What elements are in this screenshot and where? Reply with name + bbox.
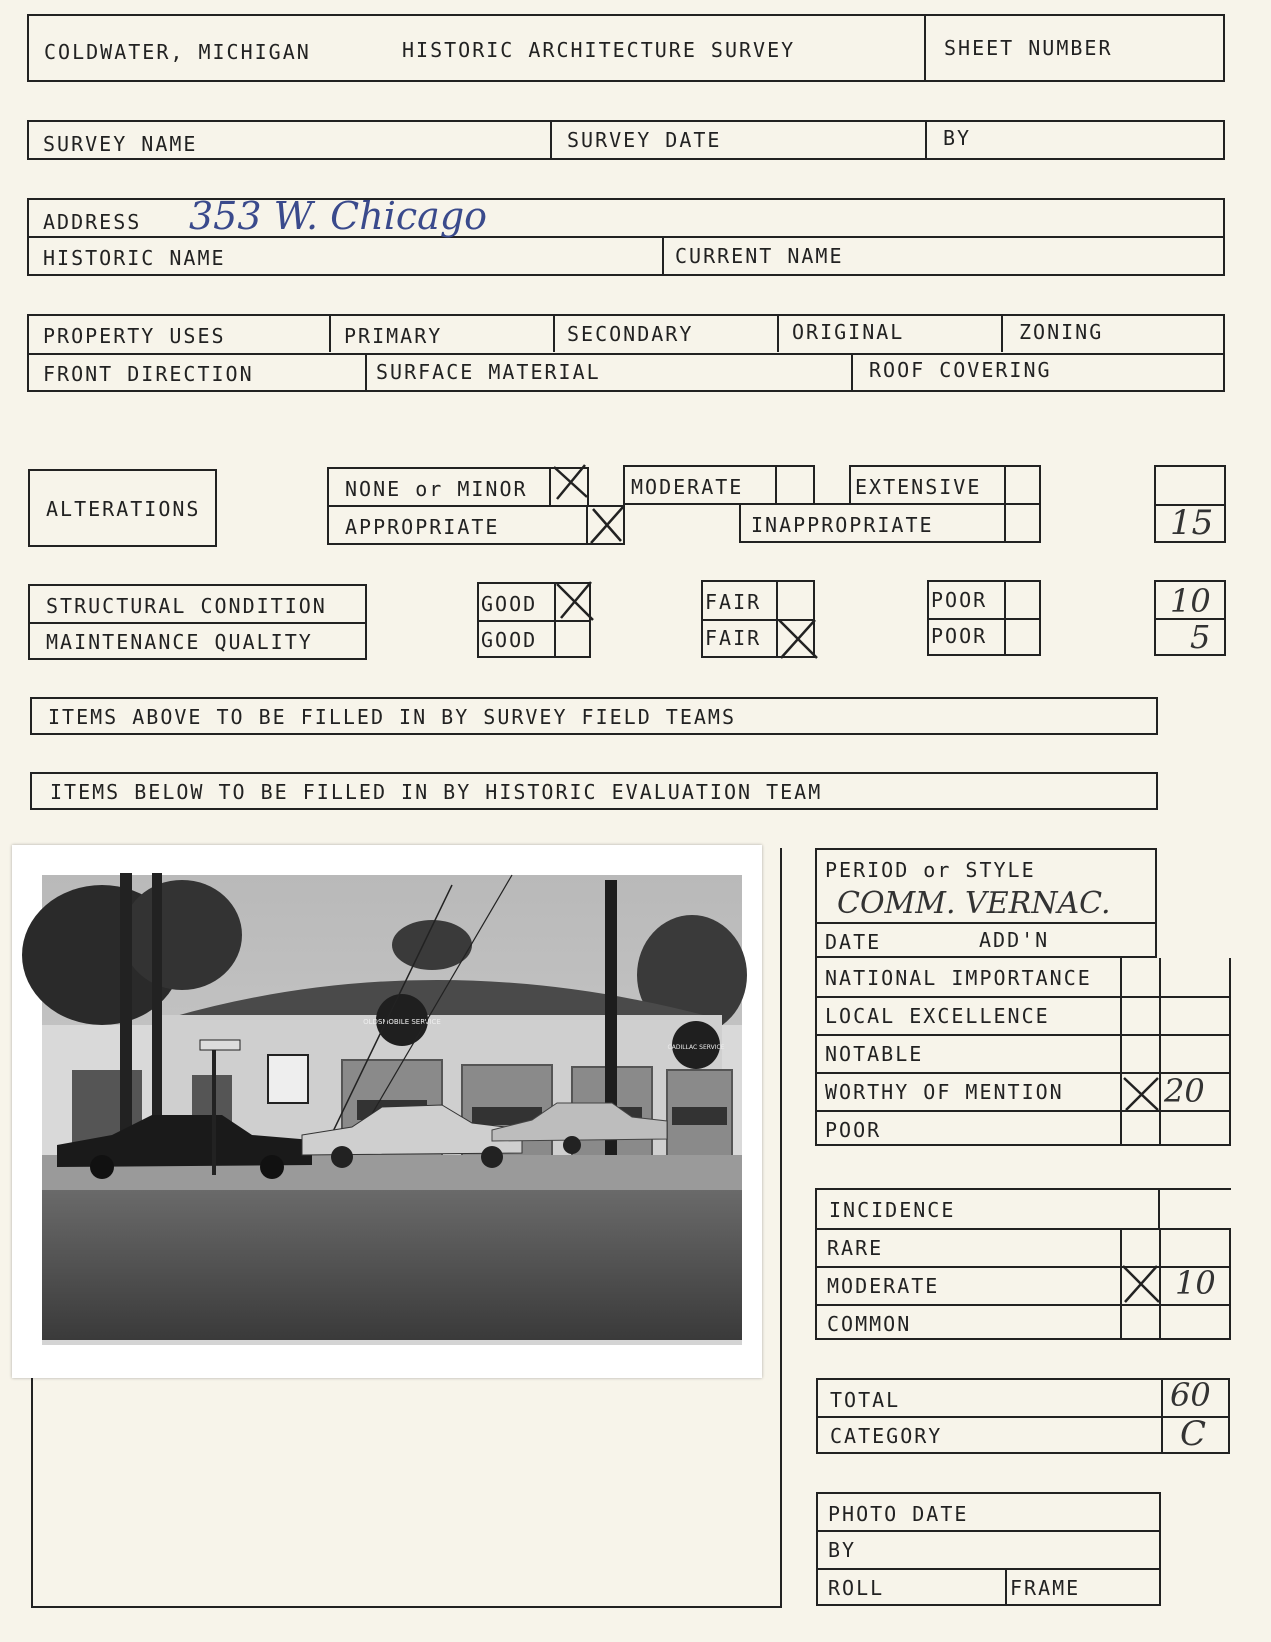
alt-moderate-box [623, 465, 815, 505]
condition-label-box [28, 584, 367, 660]
poor-label-structural: POOR [931, 588, 988, 612]
poor-label-maintenance: POOR [931, 624, 988, 648]
surface-material-label: SURFACE MATERIAL [376, 360, 601, 384]
primary-label: PRIMARY [344, 324, 443, 348]
totals-box [816, 1378, 1230, 1454]
header-box [27, 14, 1225, 82]
zoning-label: ZONING [1019, 320, 1104, 344]
total-label: TOTAL [830, 1388, 901, 1412]
fair-box [701, 580, 815, 658]
good-label-structural: GOOD [481, 592, 538, 616]
checkbox-x-icon[interactable] [1122, 1074, 1162, 1114]
oldsmobile-sign-text: OLDSMOBILE SERVICE [363, 1018, 441, 1026]
structural-score: 10 [1170, 582, 1211, 620]
property-block [27, 314, 1225, 392]
checkbox-x-icon[interactable] [775, 616, 821, 662]
period-style-value: COMM. VERNAC. [837, 886, 1111, 921]
historic-name-label: HISTORIC NAME [43, 246, 226, 270]
checkbox-x-icon[interactable] [587, 505, 627, 545]
original-label: ORIGINAL [792, 320, 905, 344]
checkbox-x-icon[interactable] [553, 580, 597, 624]
alt-extensive-label: EXTENSIVE [855, 475, 982, 499]
note-below: ITEMS BELOW TO BE FILLED IN BY HISTORIC EVALUATION TEAM [50, 780, 823, 804]
poor-importance-label: POOR [825, 1118, 882, 1142]
roll-label: ROLL [828, 1576, 885, 1600]
incidence-label: INCIDENCE [829, 1198, 956, 1222]
address-value: 353 W. Chicago [189, 194, 488, 238]
date-label: DATE [825, 930, 882, 954]
frame-label: FRAME [1010, 1576, 1081, 1600]
fair-label-maintenance: FAIR [705, 626, 762, 650]
worthy-score: 20 [1164, 1072, 1205, 1110]
address-label: ADDRESS [43, 210, 142, 234]
period-style-label: PERIOD or STYLE [825, 858, 1036, 882]
good-box [477, 582, 591, 658]
category-value: C [1180, 1414, 1207, 1454]
secondary-label: SECONDARY [567, 322, 694, 346]
survey-by-label: BY [943, 126, 972, 150]
alt-none-minor-label: NONE or MINOR [345, 477, 528, 501]
alterations-score: 15 [1170, 503, 1214, 543]
survey-date-label: SURVEY DATE [567, 128, 722, 152]
common-label: COMMON [827, 1312, 912, 1336]
note-above: ITEMS ABOVE TO BE FILLED IN BY SURVEY FIELD TEAMS [48, 705, 737, 729]
note-above-box [30, 697, 1158, 735]
incidence-box [815, 1188, 1231, 1340]
local-excellence-label: LOCAL EXCELLENCE [825, 1004, 1050, 1028]
alterations-score-box [1154, 465, 1226, 543]
structural-condition-label: STRUCTURAL CONDITION [46, 594, 327, 618]
fair-label-structural: FAIR [705, 590, 762, 614]
roof-covering-label: ROOF COVERING [869, 358, 1052, 382]
survey-row [27, 120, 1225, 160]
good-label-maintenance: GOOD [481, 628, 538, 652]
checkbox-x-icon[interactable] [1121, 1264, 1163, 1306]
city-label: COLDWATER, MICHIGAN [44, 40, 311, 64]
addn-label: ADD'N [979, 928, 1050, 952]
alt-appropriate-box [327, 505, 625, 545]
importance-box [815, 958, 1231, 1146]
maintenance-score: 5 [1190, 618, 1211, 656]
front-direction-label: FRONT DIRECTION [43, 362, 254, 386]
period-style-box [815, 848, 1157, 958]
alt-inappropriate-label: INAPPROPRIATE [751, 513, 934, 537]
alterations-label-box [28, 469, 217, 547]
alterations-label: ALTERATIONS [46, 497, 201, 521]
total-value: 60 [1170, 1376, 1211, 1414]
alt-appropriate-label: APPROPRIATE [345, 515, 500, 539]
alt-inappropriate-box [739, 503, 1041, 543]
poor-box [927, 580, 1041, 656]
note-below-box [30, 772, 1158, 810]
maintenance-quality-label: MAINTENANCE QUALITY [46, 630, 313, 654]
address-block [27, 194, 1225, 276]
photo-info-box [816, 1492, 1161, 1606]
survey-name-label: SURVEY NAME [43, 132, 198, 156]
sheet-number-label: SHEET NUMBER [944, 36, 1113, 60]
checkbox-x-icon[interactable] [551, 463, 591, 503]
alt-extensive-box [849, 465, 1041, 505]
national-importance-label: NATIONAL IMPORTANCE [825, 966, 1092, 990]
alt-moderate-label: MODERATE [631, 475, 744, 499]
moderate-incidence-label: MODERATE [827, 1274, 940, 1298]
alt-none-minor-box [327, 467, 589, 507]
category-label: CATEGORY [830, 1424, 943, 1448]
current-name-label: CURRENT NAME [675, 244, 844, 268]
photo-image [12, 845, 762, 1378]
photo-date-label: PHOTO DATE [828, 1502, 969, 1526]
property-uses-label: PROPERTY USES [43, 324, 226, 348]
building-photo [12, 845, 762, 1378]
photo-by-label: BY [828, 1538, 857, 1562]
condition-score-box [1154, 580, 1226, 656]
rare-label: RARE [827, 1236, 884, 1260]
notable-label: NOTABLE [825, 1042, 924, 1066]
cadillac-sign-text: CADILLAC SERVICE [667, 1044, 725, 1051]
incidence-score: 10 [1175, 1264, 1216, 1302]
worthy-of-mention-label: WORTHY OF MENTION [825, 1080, 1064, 1104]
form-title: HISTORIC ARCHITECTURE SURVEY [402, 38, 796, 62]
